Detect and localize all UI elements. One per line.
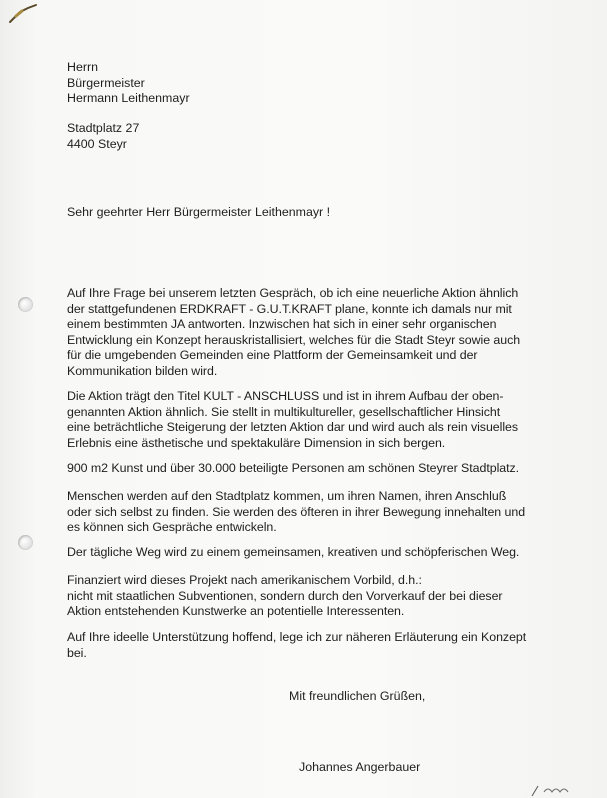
- paragraph-line: der stattgefundenen ERDKRAFT - G.U.T.KRAFT plane, konnte ich damals nur mit: [67, 301, 512, 316]
- letter-greeting: Sehr geehrter Herr Bürgermeister Leithenmayr !: [67, 205, 331, 219]
- letter-closing: Mit freundlichen Grüßen,: [289, 689, 426, 703]
- paragraph-4: [67, 489, 567, 536]
- paragraph-line: Kommunikation bilden wird.: [67, 363, 218, 378]
- pen-scribble-mark: [6, 2, 42, 26]
- paragraph-5: [67, 545, 567, 561]
- paragraph-line: Die Aktion trägt den Titel KULT - ANSCHLUSS und ist in ihrem Aufbau der oben-: [67, 389, 504, 403]
- recipient-address: [67, 60, 190, 107]
- paragraph-6: [67, 573, 567, 620]
- paragraph-line: einem bestimmten JA antworten. Inzwischen hat sich in einer sehr organischen: [67, 317, 497, 332]
- paragraph-2: [67, 389, 567, 451]
- paragraph-line: Auf Ihre ideelle Unterstützung hoffend, lege ich zur näheren Erläuterung ein Konzept: [67, 630, 527, 644]
- paragraph-line: Entwicklung ein Konzept herauskristallisiert, welches für die Stadt Steyr sowie auch: [67, 332, 521, 347]
- paragraph-line: Aktion entstehenden Kunstwerke an potentielle Interessenten.: [67, 604, 405, 619]
- recipient-position: Bürgermeister: [67, 75, 145, 90]
- paragraph-line: nicht mit staatlichen Subventionen, sondern durch den Vorverkauf der bei dieser: [67, 588, 503, 603]
- paragraph-line: Der tägliche Weg wird zu einem gemeinsamen, kreativen und schöpferischen Weg.: [67, 545, 520, 559]
- paragraph-line: es können sich Gespräche entwickeln.: [67, 520, 277, 535]
- paragraph-line: oder sich selbst zu finden. Sie werden des öfteren in ihrer Bewegung innehalten und: [67, 504, 526, 519]
- paragraph-line: bei.: [67, 645, 87, 660]
- paragraph-line: für die umgebenden Gemeinden eine Plattform der Gemeinsamkeit und der: [67, 348, 478, 363]
- recipient-name: Hermann Leithenmayr: [67, 91, 190, 106]
- recipient-city: 4400 Steyr: [67, 136, 127, 151]
- punch-hole-bottom: [18, 535, 33, 550]
- paragraph-line: Auf Ihre Frage bei unserem letzten Gespräch, ob ich eine neuerliche Aktion ähnlich: [67, 286, 519, 300]
- paragraph-7: [67, 630, 567, 661]
- punch-hole-top: [18, 297, 33, 312]
- recipient-street: Stadtplatz 27: [67, 121, 140, 135]
- paragraph-line: Finanziert wird dieses Projekt nach amerikanischem Vorbild, d.h.:: [67, 573, 422, 587]
- paragraph-line: Erlebnis eine ästhetische und spektakuläre Dimension in sich bergen.: [67, 435, 446, 450]
- signature-name: Johannes Angerbauer: [299, 760, 421, 774]
- paragraph-line: genannten Aktion ähnlich. Sie stellt in multikultureller, gesellschaftlicher Hinsicht: [67, 404, 501, 419]
- handwritten-corner-mark: [528, 780, 588, 798]
- recipient-title: Herrn: [67, 60, 98, 74]
- paragraph-line: 900 m2 Kunst und über 30.000 beteiligte Personen am schönen Steyrer Stadtplatz.: [67, 461, 520, 475]
- paragraph-1: [67, 286, 567, 380]
- paragraph-line: Menschen werden auf den Stadtplatz kommen, um ihren Namen, ihren Anschluß: [67, 489, 507, 503]
- paragraph-3: [67, 461, 567, 477]
- recipient-street-block: [67, 121, 139, 152]
- paragraph-line: eine beträchtliche Steigerung der letzten Aktion dar und wird auch als rein visuelles: [67, 420, 519, 435]
